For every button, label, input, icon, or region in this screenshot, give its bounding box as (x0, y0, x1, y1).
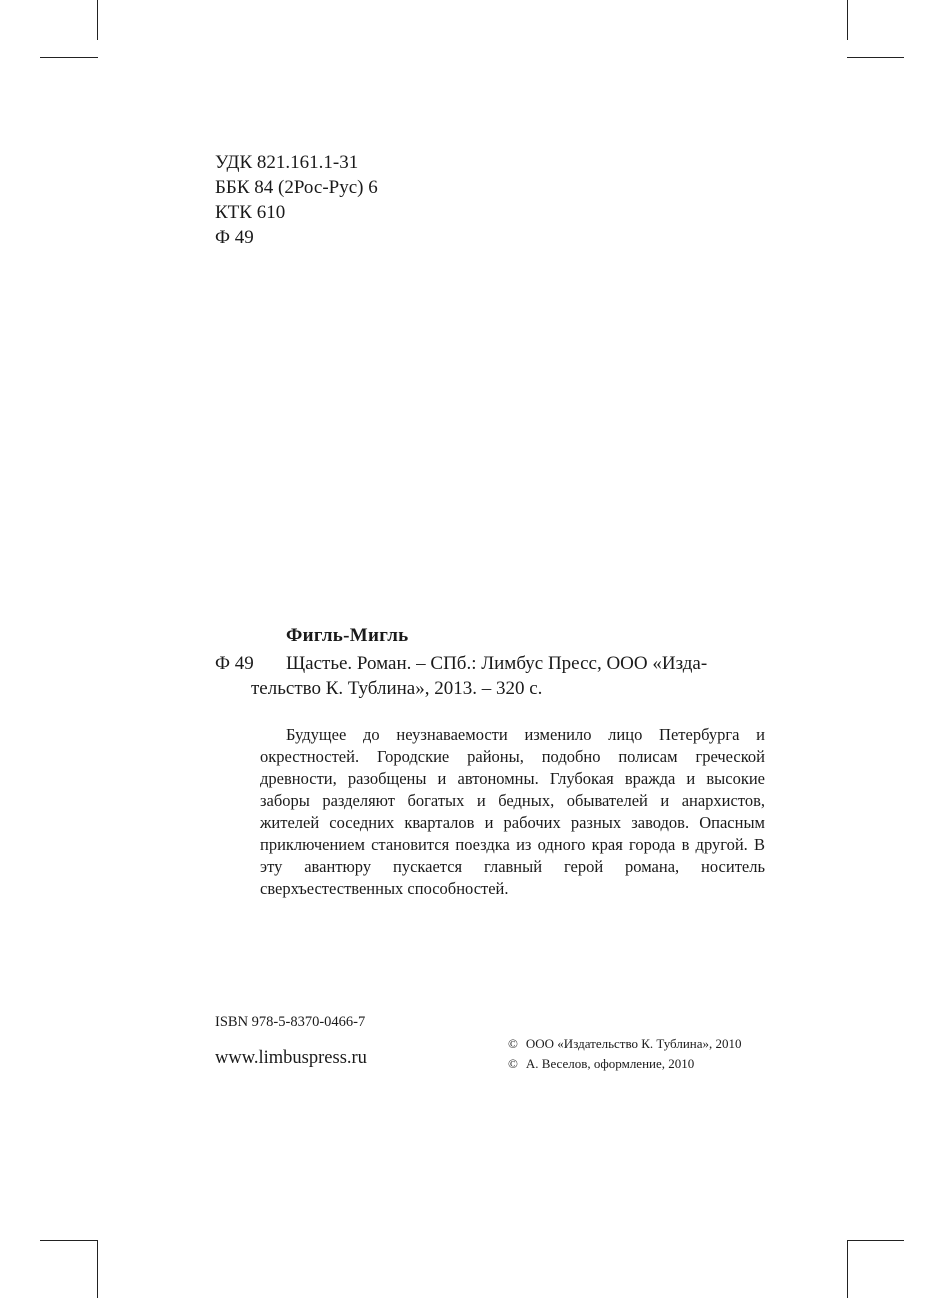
book-annotation: Будущее до неузнаваемости изменило лицо Петербурга и окрестностей. Городские районы, подобно полисам греческой древности, разобщены и автономны. Глубокая вражда и высокие заборы разделяют богатых и бедных, обывателей и анархистов, жителей соседних кварталов и рабочих разных заводов. Опасным приключением становится поездка из одного края города в другой. В эту авантюру пускается главный герой романа, носитель сверхъестественных способностей. (260, 725, 765, 898)
bbk-code: ББК 84 (2Рос-Рус) 6 (215, 177, 378, 198)
copyright-icon: © (508, 1056, 518, 1071)
isbn: ISBN 978-5-8370-0466-7 (215, 1014, 366, 1030)
copyright-line (508, 1054, 742, 1074)
copyright-icon: © (508, 1036, 518, 1051)
bibliographic-line-2: тельство К. Тублина», 2013. – 320 с. (251, 678, 543, 699)
author-mark: Ф 49 (215, 227, 254, 248)
book-author: Фигль-Мигль (286, 625, 409, 646)
udk-code: УДК 821.161.1-31 (215, 152, 359, 173)
publisher-website: www.limbuspress.ru (215, 1048, 367, 1068)
ktk-code: КТК 610 (215, 202, 286, 223)
bibliographic-line-1: Щастье. Роман. – СПб.: Лимбус Пресс, ООО «Изда- (286, 653, 708, 674)
copyright-text: ООО «Издательство К. Тублина», 2010 (525, 1036, 742, 1051)
bibliographic-code: Ф 49 (215, 653, 254, 674)
copyright-line (508, 1034, 742, 1054)
classification-codes (215, 150, 378, 250)
bibliographic-description (251, 651, 764, 701)
copyright-notices (508, 1034, 742, 1074)
copyright-text: А. Веселов, оформление, 2010 (525, 1056, 695, 1071)
